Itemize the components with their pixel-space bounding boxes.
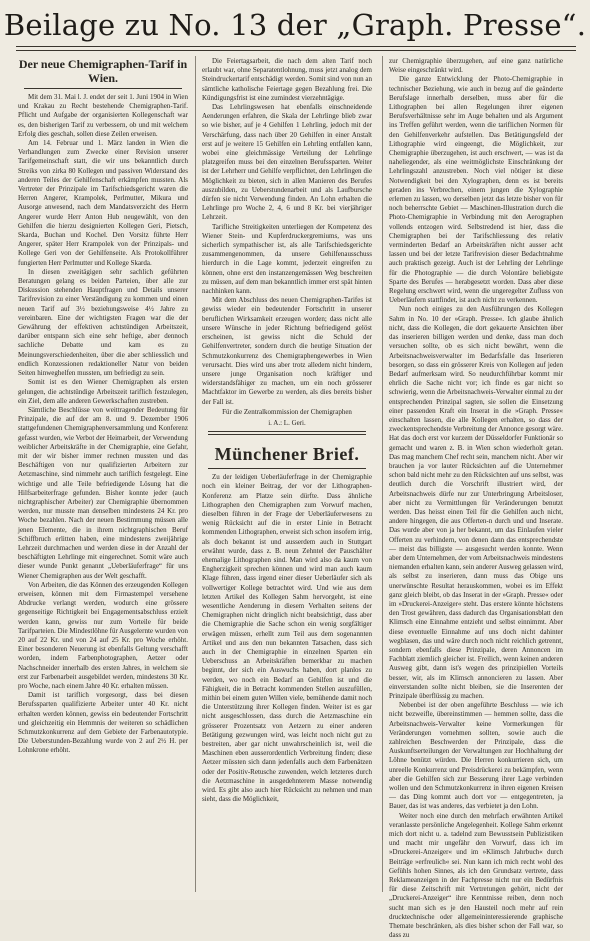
column-divider	[195, 56, 196, 892]
masthead-rule-bottom	[16, 50, 576, 51]
paragraph: Weiter noch eine durch den mehrfach erwähnten Artikel veranlasste persönliche Angelegenheit. Kollege Sahm erkennt mich dort nicht u. a. tadelnd zum Bewusstsein Publizistiken und macht mir ungefähr den Vorwurf, dass ich im »Druckerei-Anzeiger« und im »Klimsch Jahrbuch« durch Beiträge »erfreulich« sei. Nun kann ich mich recht wohl des Gefühls hohen Sinnes, als ich den Grundsatz vertrete, dass Reklameanzeigen in der Fachpresse nicht nur ein Bedürfnis für diese Zeitschrift mit Vertretungen gehört, nicht der „Druckerei-Anzeiger“ ihre Kenntnisse reiben, denn noch sucht man sich es je den Hausteil noch mehr auf rein drucktechnische oder allgemeininteressierende graphische Themate beschränken, als dies bisher schon der Fall war, so dass zu	[389, 811, 563, 940]
paragraph: Die Feiertagsarbeit, die nach dem alten Tarif noch erlaubt war, ohne Separatentlohnung, muss jetzt analog dem Steindruckertarif entschädigt werden. Somit sind von nun an sämtliche katholische Feiertage gegen Bezahlung frei. Die Kündigungsfrist ist eine zumindest vierzehntägige.	[202, 57, 372, 102]
column-2	[202, 57, 372, 895]
paragraph: Nun noch einiges zu den Ausführungen des Kollegen Sahm in No. 10 der »Graph. Presse«. Ich glaube ähnlich nicht, dass die Kollegen, die dort gekauerte Ansichten über das inserieren billigen werden und denke, dass man doch versuchen sollte, ob es sich nicht bewährt, wenn die Arbeitsnachweisverwalter im Bedarfsfalle das Inserieren besorgen, so dass ein grösserer Kreis von Kollegen auf jeden Bedarf aufmerksam wird. So neudurchführbar kommt mir ehrlich die Sache nicht vor; ich finde es gar nicht so schwierig, wenn die Arbeitsnachweis-Verwalter einmal zu der entsprechenden Prinzipal sagten, sie sollen die Einsetzung einer passenden Kraft ein Inserat in die »Graph. Presse« einschalten lassen, die alle Kollegen erhalten, so dass der zweckentsprechendste Verbreitung der Annonce gesorgt wäre. Hat das doch erst vor kurzem der Düsseldorfer Funktionär so gemacht und waren z. B. in Wien schon wiederholt getan. Das mag manchem Chef recht sein, manchem nicht. Aber wir brauchen ja vor lauter Rücksichten auf die Unternehmer schon bald nicht mehr zu den Rücksichten auf uns selbst, was deutlich durch die Vorschrift illustriert wird, der Arbeitsnachweis dürfe nur zur Unterbringung Arbeitsloser, aber nicht zu Vermittlungen für Veränderungen benutzt werden. Das heisst einen Teil für die Gehilfen auch nicht, andere hingegen, die aus Offerten-n durch und und Inserate. Das wurde aber von ja her bekannt, um das Einlaufen vieler Offerten zu verhindern, von denen dann das entsprechendste — meist das billigste — ausgesucht werden konnte. Wenn aber dem Unternehmen, der vom Arbeitsnachweis mindestens niemanden erhalten kann, sein anderer Ausweg gelassen wird, als selbst zu inserieren, dann muss das Obige uns unerwünschte Resultat herauskommen, wobei es im Effekt ganz gleich bleibt, ob das Inserat in der »Graph. Presse« oder im »Druckerei-Anzeiger« steht. Das erstere könnte höchstens den Trost gewähren, dass dadurch das Organisationsblatt den Klimsch eine Einnahme entzieht und selbst einnimmt. Aber diese eventuelle Einnahme auf uns doch nicht dahinter wegblasen, das und wäre durch noch nicht reichlich getrennt, sondern ebenfalls diese Prinzipale, deren Annoncen im Fachblatt ziemlich gleicher ist. Freilich, wenn keinen anderen Ausweg gibt, dann ist's wegen des prinzipiellen Vorteils besser, wir, als im Klimsch annoncieren zu lassen. Aber einverstanden sollte nicht bleiben, sie die Inserenten der Prinzipale überflüssig zu machen.	[389, 305, 563, 701]
title-rule	[208, 468, 366, 469]
masthead-rule-top	[16, 46, 576, 47]
column-divider	[382, 56, 383, 892]
paragraph: Tarifliche Streitigkeiten unterliegen der Kompetenz des Wiener Stein- und Kupferdruckergremiums, was uns sicherlich sympathischer ist, als alle Tarifschiedsgerichte zusammengenommen, da unsere Gehilfenausschuss hierdurch in die Lage kommt, jederzeit eingreifen zu können, ohne erst den instanzengemässen Weg beschreiten zu müssen, auf dem man bekanntlich immer erst spät hinten nachhinken kann.	[202, 222, 372, 296]
paragraph: Am 14. Februar und 1. März landen in Wien die Verhandlungen zum Zwecke einer Revision unserer Tarifgemeinschaft statt, die wir uns bekanntlich durch Streiks von zirka 80 Kollegen und passiven Widerstand des anderen Teiles der Gehilfenschaft erkämpfen mussten. Als Vertreter der Prinzipale im Tarifschiedsgericht waren die Herren Angerer, Krampolek, Perlmutter, Mikura und Ausorge anwesend, nach dem Mandatsverzicht des Herrn Angerer wurde Herr Anton Hub neugewählt, von den Gehilfen die hierzu designierten Kollegen Geri, Pietsch, Skarda, Buchan und Kochel. Den Vorsitz führte Herr Angerer, später Herr Krampolek von der Prinzipals- und Kollege Geri von der Gehilfenseite. Als Protokollführer fungierten Herr Perlmutter und Kollege Skarda.	[18, 139, 188, 267]
paragraph: Von Arbeiten, die das Können des erzeugenden Kollegen erweisen, können mit dem Firmastempel versehene Abdrucke verlangt werden, wodurch eine grössere gegenseitige Richtigkeit bei Engagementsabschluss erzielt werden kann, gewiss nur zum Vorteile für beide Tarifparteien. Die Mindestlöhne für Ausgelernte wurden von 20 auf 22 Kr. und von 24 auf 25 Kr. pro Woche erhöht. Einer besonderen Neuerung ist ebenfalls Geltung verschafft worden, indem Farbenphotographen, Aetzer oder Nachschneider innerhalb des ersten Jahres, in welchem sie erst zur Farbenarbeit ausgebildet werden, mindestens 30 Kr. pro Woche, nach einem Jahre 40 Kr. erhalten müssen.	[18, 580, 188, 690]
article-title: Der neue Chemigraphen-Tarif in Wien.	[18, 57, 188, 85]
column-3	[389, 57, 563, 940]
paragraph: In diesen zweitägigen sehr sachlich geführten Beratungen gelang es beiden Parteien, über alle zur Diskussion stehenden Hauptfragen und Details unserer Tarifrevision zu einer Verständigung zu kommen und einen neuen Tarif auf 3½ beziehungsweise 4½ Jahre zu vereinbaren. Eine der wichtigsten Fragen war die der Gewährung der effektiven achtstündigen Arbeitszeit, darüber entspann sich eine sehr heftige, aber dennoch sachliche Debatte und kam es zu Meinungsverschiedenheiten, über die aber schliesslich und endlich Konzessionen redaktioneller Natur von beiden Seiten hinweghelfen mussten, um befriedigt zu sein.	[18, 267, 188, 378]
paragraph: Die ganze Entwicklung der Photo-Chemigraphie in technischer Beziehung, wie auch in bezug auf die geänderte Berufslage innerhalb derselben, muss aber für die Lithographen bei allen Regelungen ihrer eigenen Berufsverhältnisse sehr im Auge behalten und als Argument ins Treffen geführt werden, wenn die tariflichen Normen für den Gehilfenverkehr aufstellen. Das Betätigungsfeld der Lithographie wird eingeengt, die Möglichkeit, zur Chemigraphie überzugehen, ist auch erschwert, — was ist da naheliegender, als eine weitmöglichste Einschränkung der Lehrlingszahl anzustreben. Noch viel nötiger ist diese Notwendigkeit bei den Xylographen, denn es ist bereits geraden ins Verbrechen, einem jungen die Xylographie erlernen zu lassen, wo derselben jetzt das letzte bisher von für noch beherrschte Gebiet — Maschinen-Illustration durch die Photo-Chemigraphie in Verbindung mit den Aerographen vollends entzogen wird. Selbstredend ist hier, dass die Chemigraphen bei der Tarifschliessung des relativ verminderten Bedarf an Arbeitskräften nicht ausser acht lassen und bei der letzte Tarifrevision dieser Bedachtnahme auch praktisch gezeigt. Auch ist der Lehrling der Lehrlinge für die Photographie — die durch Volontäre beliebigste Sparte des Berufes — herabgesetzt worden. Dass aber diese Regelung erschwert wird, wenn die ungeregelter Zufluss von Ueberläufern stattfindet, ist auch nicht zu verkennen.	[389, 75, 563, 305]
article-title: Münchener Brief.	[214, 444, 360, 465]
paragraph: Mit dem Abschluss des neuen Chemigraphen-Tarifes ist gewiss wieder ein bedeutender Fortschritt in unserer beruflichen Wirksamkeit erzeugen worden; dass nicht alle unsere Wünsche in jeder Richtung befriedigend gelöst erscheinen, ist gewiss nicht die Schuld der Gehilfenvertreter, sondern durch die heutige Situation der Schmutzkonkurrenz des Chemigraphengewerbes in Wien verursacht. Dies wird uns aber trotz alledem nicht hindern, unsere junge Organisation noch kräftiger und widerstandsfähiger zu machen, um ein noch grösserer Machtfaktor im Gewerbe zu werden, als dies bereits bisher der Fall ist.	[202, 296, 372, 406]
column-1	[18, 57, 188, 895]
paragraph: Somit ist es den Wiener Chemigraphen als ersten gelungen, die achtstündige Arbeitszeit tariflich festzulegen, ein Ziel, dem alle anderen Gewerkschaften zustreben.	[18, 378, 188, 405]
paragraph: zur Chemigraphie überzugehen, auf eine ganz natürliche Weise eingeschränkt wird.	[389, 57, 563, 75]
section-rule	[208, 431, 366, 435]
paragraph: Damit ist tariflich vorgesorgt, dass bei diesen Berufssparten qualifizierte Arbeiter unter 40 Kr. nicht erhalten werden können, gewiss ein bedeutender Fortschritt und gleichzeitig ein Hemmnis der weiteren so schädlichen Schmutzkonkurrenz auf dem Gebiete der Farbenautotypie. Die Ueberstunden-Bezahlung wurde von 2 auf 2½ H. per Lohnkrone erhöht.	[18, 691, 188, 755]
paragraph: Nebenbei ist der oben angeführte Beschluss — wie ich nicht bezweifle, übereinstimmen — hemmen sollte, dass die Arbeitsnachweis-Verwalter keine Vormerkungen für Veränderungen vornehmen sollten, sowie auch die zahlreichen Beschwerden der Prinzipale, dass die Auskunftserteilungen der Verwaltungen zur Hochhaltung der Löhne benützt würden. Die Herren konkurrieren sich, um unreelle Konkurrenz und Preisdrückerei zu bekämpfen, wenn aber die Gehilfen sich zur Besserung ihrer Lage verbinden wollen und den Schmutzkonkurrenz in ihren eigenen Kreisen — das Ding kommt auch dort vor — entgegentreten, ja Bauer, das ist was anderes, das verbietet ja den Lohn.	[389, 701, 563, 811]
paragraph: Zu der leidigen Ueberläuferfrage in der Chemigraphie noch ein kleiner Beitrag, der vor der Lithographen-Konferenz am Platze sein dürfte. Dass ähnliche Lithographen den Chemigraphen zum Vorwurf machen, dieselben führen in der Frage der Ueberläuferwesens zu wenig Rücksicht auf die in erster Linie in Betracht kommenden Lithographen, erweist sich schon insofern irrig, als doch bekannt ist und ausserdem auch in Stuttgart erwähnt wurde, dass z. B. neun Zehntel der Pauschälter ehemalige Lithographen sind. Man wird also da kaum von Engherzigkeit sprechen können und wird man auch kaum Klage führen, dass irgend einer dieser Ueberläufer sich als vollwertiger Kollege betrachtet wird. Und wie aus dem letzten Artikel des Kollegen Sahm hervorgeht, ist eine wesentliche Aenderung in diesem Verhalten seitens der Chemigraphen nicht dringlich nicht beabsichtigt, dass aber die Chemigraphie die Sache schon ein wenig sorgfältiger erwägen müssen, erhellt zum Teil aus dem sogenannten Artikel und aus den nun bekannten Tatsachen, dass sich auch in der Chemigraphie in einzelnen Sparten ein Ueberschuss an Arbeitskräften bemerkbar zu machen beginnt, der sich ein Auswuchs haben, dort planlos zu werden, wo noch ein Bedarf an Gehilfen ist und die Fähigkeit, die in Betracht kommenden Stellen auszufüllen, mithin bei einem guten Willen viele, bemühende damit noch die Unterstützung ihrer Kollegen finden. Weiter ist es gar nicht ausgeschlossen, dass durch die Aetzmaschine ein grösserer Prozentsatz von Aetzern zu einer anderen Betätigung gezwungen wird, was leicht noch nicht gut zu bestreiten, aber gar nicht unwahrscheinlich ist, weil die Maschinen eben ausserordentlich Verbreitung finden; diese Aetzer müssten sich dann jedenfalls auch dem Farbenätzen oder der Positiv-Retusche zuwenden, welch letzteres durch die Aetzmaschine in ausgedehnterem Masse notwendig wird. Es gibt also auch hier Rücksicht zu nehmen und man sieht, dass die Möglichkeit,	[202, 473, 372, 804]
title-rule	[24, 88, 182, 89]
paragraph: Sämtliche Beschlüsse von weittragender Bedeutung für Prinzipale, die auf der am 8. und 9. Dezember 1906 stattgefundenen Chemigraphenversammlung und Konferenz gefasst wurden, wie Verbot der Heimarbeit, der Verwendung weiblicher Arbeitskräfte in der Chemigraphie, eine Gefahr, mit der wir bisher immer rechnen mussten und das Beschäftigen von nur qualifizierten Arbeitern zur Aetzmaschine, sind nimmehr auch tariflich festgelegt. Eine wichtige und alle Teile befriedigende Lösung hat die Hilfsarbeiterfrage gefunden. Bisher konnte jeder (auch nichtgraphischer Arbeiter) zur Chemigraphie übernommen werden, nur musste man denselben mindestens 24 Kr. pro Woche bezahlen. Nach der neuen Bestimmung müssen alle jenen Elemente, die in ihrem nichtgraphischen Beruf Schiffbruch erlitten haben, eine mindestens zweijährige Lehrzeit durchmachen und werden diese in der Anzahl der beschäftigten Lehrlinge mit eingerechnet. Somit wäre auch dieser wunde Punkt genannt „Ueberläuferfrage“ für uns Wiener Chemigraphen aus der Welt geschafft.	[18, 405, 188, 580]
masthead-title: Beilage zu No. 13 der „Graph. Presse“.	[3, 8, 587, 42]
paragraph: Mit dem 31. Mai l. J. endet der seit 1. Juni 1904 in Wien und Krakau zu Recht bestehende Chemigraphen-Tarif. Pflicht und Aufgabe der organisierten Kollegenschaft war es, den bisherigen Tarif zu verbessern, ob und mit welchem Erfolg dies geschah, sollen diese Zeilen erweisen.	[18, 93, 188, 138]
paragraph: Das Lehrlingswesen hat ebenfalls einschneidende Aenderungen erfahren, die Skala der Lehrlinge blieb zwar so wie bisher, auf je 4 Gehilfen 1 Lehrling, jedoch mit der Verschärfung, dass nach über 20 Gehilfen in einer Anstalt erst auf je weitere 15 Gehilfen ein Lehrling entfallen kann, wobei eine gleichmässige Verteilung der Lehrlinge platzgreifen muss bei den einzelnen Berufssparten. Weiter ist der Lehrherr und Gehilfe verpflichtet, den Lehrlingen die Möglichkeit zu bieten, sich in allen Manieren des Berufes auszubilden, zu Ueberstundenarbeit und als Laufbursche dürfen sie nicht Verwendung finden. An Lohn erhalten die Lehrlinge pro Woche 2, 4, 6 und 8 Kr. bei vierjähriger Lehrzeit.	[202, 103, 372, 222]
closing-line: Für die Zentralkommission der Chemigraphen	[222, 407, 352, 416]
signature: i. A.: L. Geri.	[268, 418, 306, 427]
